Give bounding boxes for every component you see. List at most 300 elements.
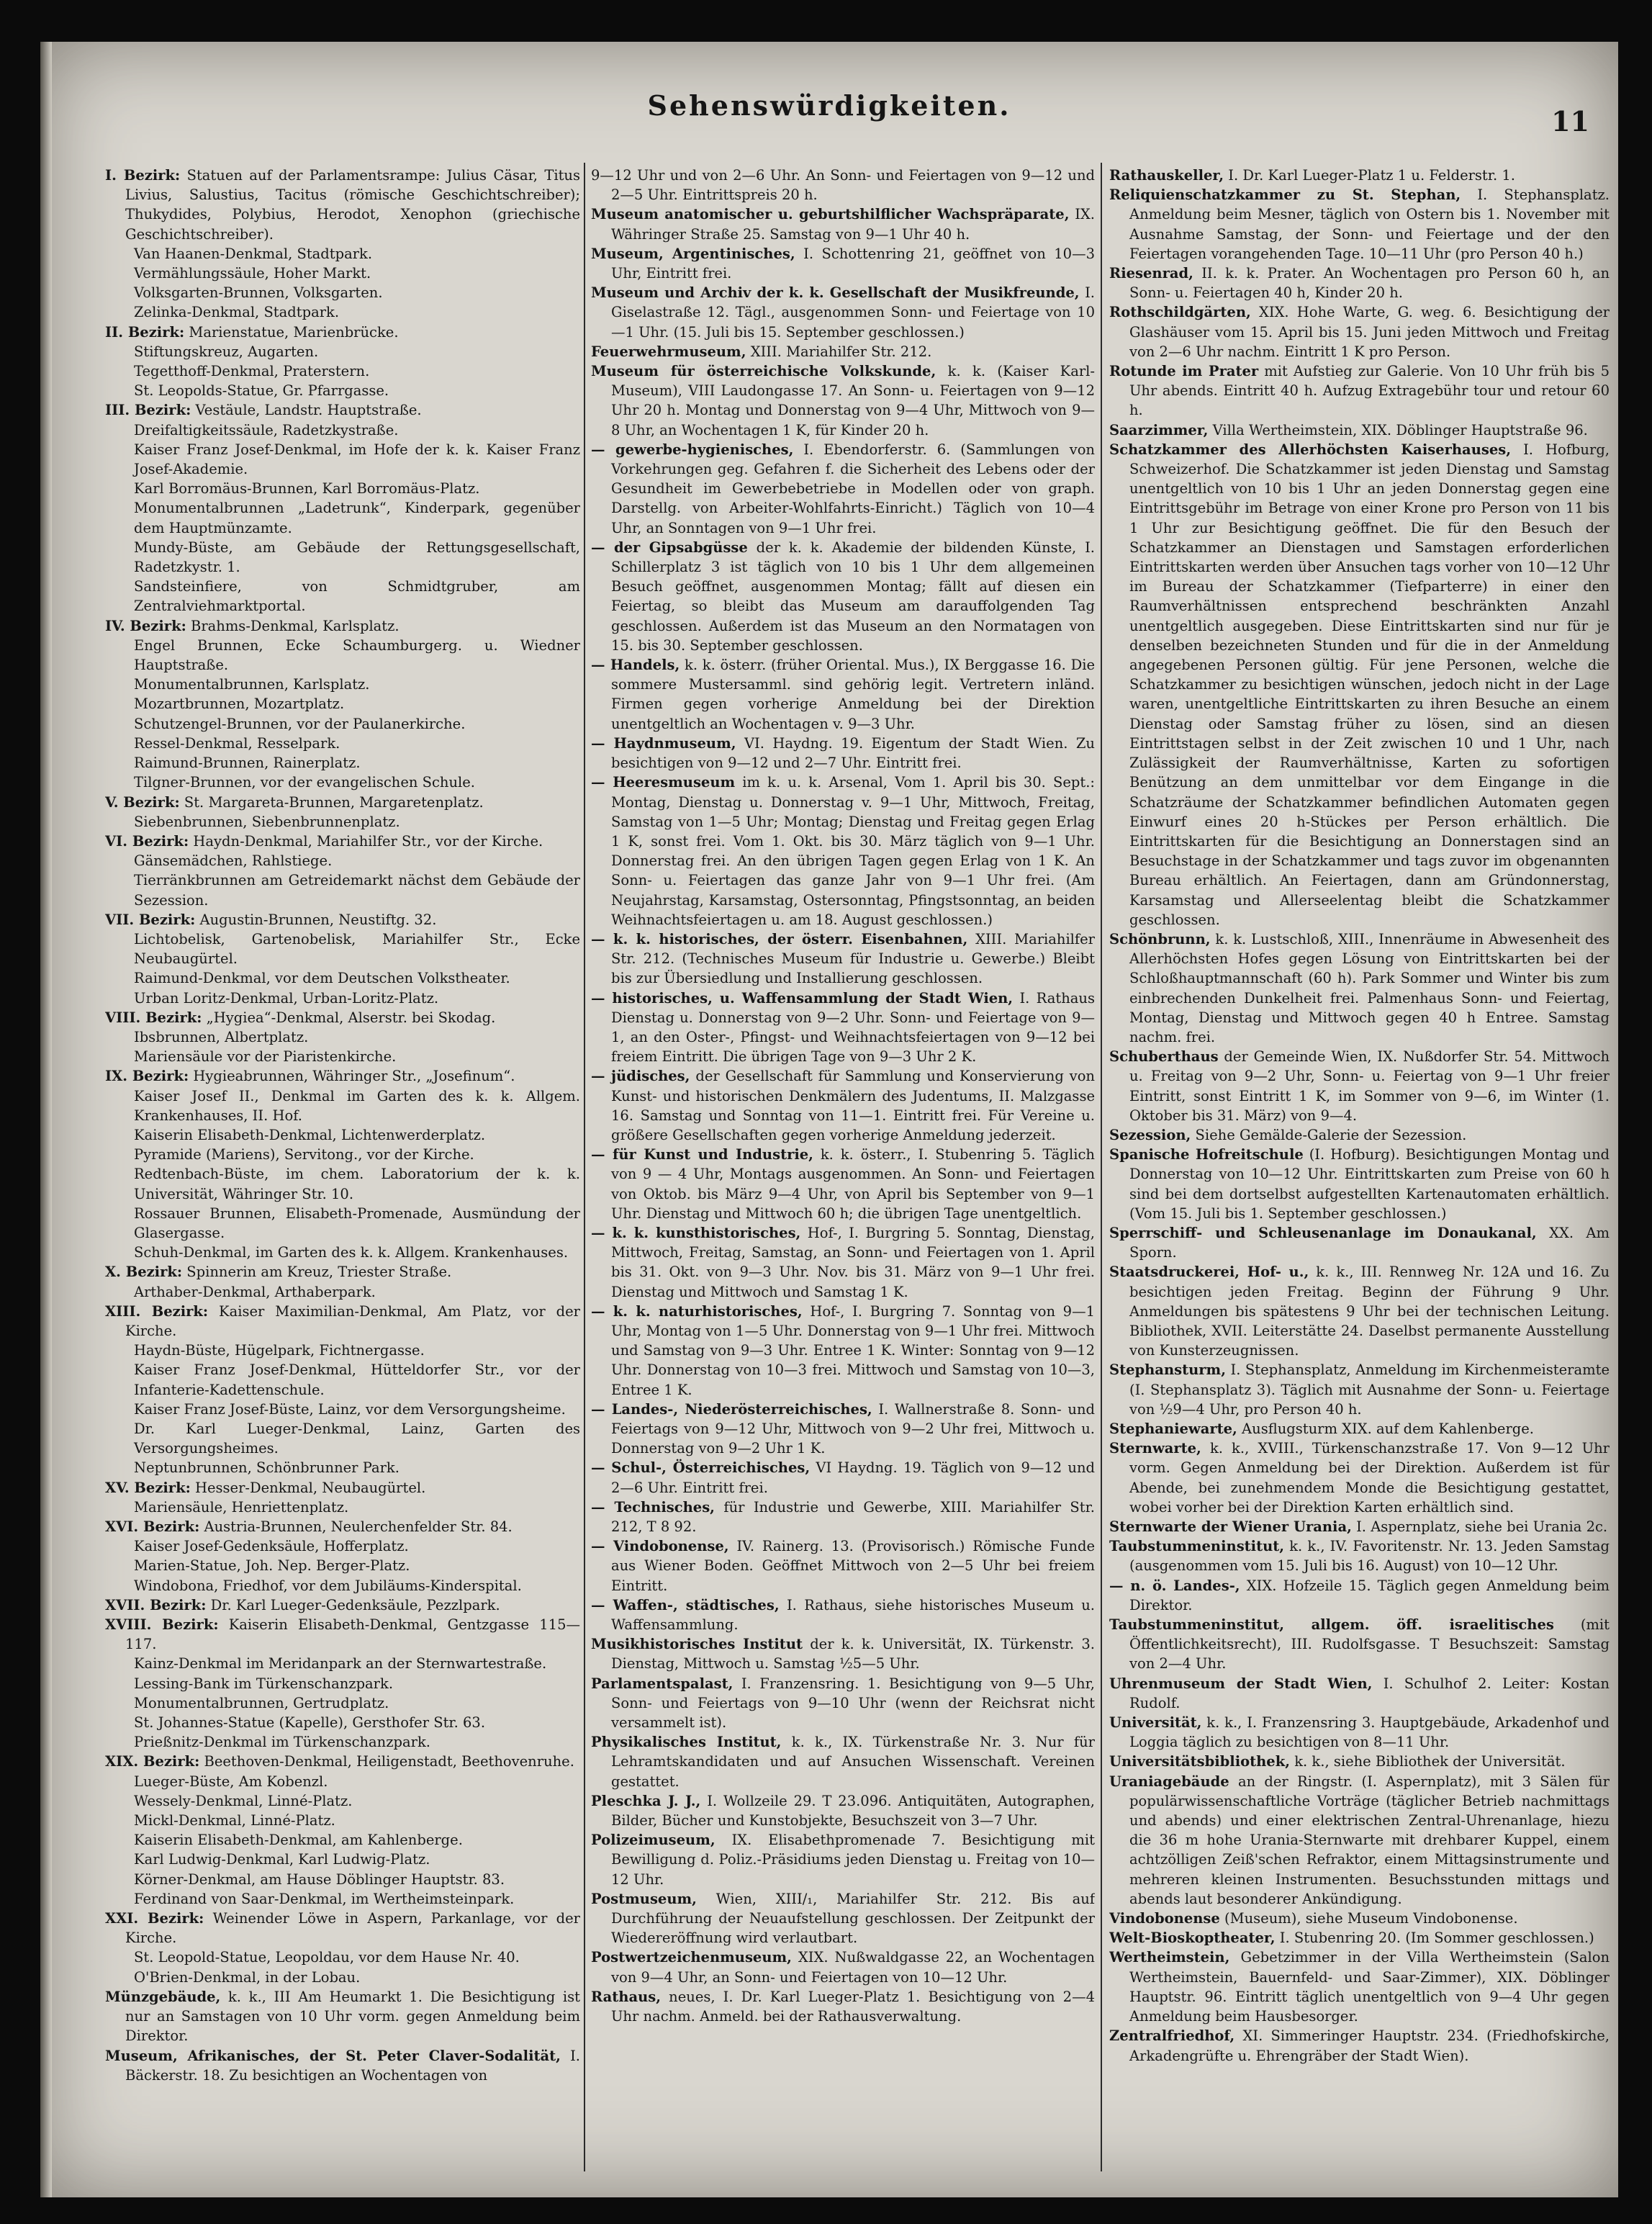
entry-text: (I. Hofburg). Besichtigungen Montag und Donnerstag von 10—12 Uhr. Eintrittskarten zum Preise von 60 h sind bei dem dortselbst aufgestellten Kartenautomaten erhältlich. (Vom 15. Juli bis 1. September geschlossen.) bbox=[1129, 1146, 1610, 1222]
entry-text: Sandsteinfiere, von Schmidtgruber, am Zentralviehmarktportal. bbox=[134, 578, 580, 615]
entry-text: der k. k. Akademie der bildenden Künste, I. Schillerplatz 3 ist täglich von 10 bis 1 Uhr dem allgemeinen Besuch geöffnet, ausgenommen Montag; fällt auf diesen ein Feiertag, so bleibt das Museum am darauffolgenden Tag geschlossen. Außerdem ist das Museum an den Normatagen von 15. bis 30. September geschlossen. bbox=[611, 539, 1095, 654]
entry-text: I. Rathaus Dienstag u. Donnerstag von 9—2 Uhr. Sonn- und Feiertage von 9—1, an den Oster-, Pfingst- und Weihnachtsfeiertagen von 9—12 bei freiem Eintritt. Die übrigen Tage von 9—3 Uhr 2 K. bbox=[611, 989, 1095, 1066]
entry-text: k. k. (Kaiser Karl-Museum), VIII Laudongasse 17. An Sonn- u. Feiertagen von 9—12 Uhr 20 h. Montag und Donnerstag von 9—4 Uhr, Mittwoch von 9—8 Uhr, an Wochentagen 1 K, für Kinder 20 h. bbox=[611, 363, 1095, 438]
entry-keyword: I. Bezirk: bbox=[105, 167, 181, 184]
entry bbox=[591, 929, 1095, 989]
entry-text: Schutzengel-Brunnen, vor der Paulanerkirche. bbox=[134, 715, 466, 732]
entry-text: I. Ebendorferstr. 6. (Sammlungen von Vorkehrungen geg. Gefahren f. die Sicherheit des Lebens oder der Gesundheit im Gewerbebetriebe in Modellen oder von graph. Darstellg. von Arbeiter-Wohlfahrts-Einricht.) Täglich von 10—4 Uhr, an Sonntagen von 9—1 Uhr frei. bbox=[611, 441, 1095, 536]
entry-text: Lueger-Büste, Am Kobenzl. bbox=[134, 1773, 328, 1790]
entry bbox=[1109, 1047, 1610, 1125]
entry-text: Haydn-Denkmal, Mariahilfer Str., vor der Kirche. bbox=[193, 832, 543, 850]
entry bbox=[1109, 1928, 1610, 1948]
entry-text: XI. Simmeringer Hauptstr. 234. (Friedhofskirche, Arkadengrüfte u. Ehrengräber der Stadt Wien). bbox=[1129, 2027, 1610, 2064]
entry bbox=[591, 1634, 1095, 1673]
entry bbox=[105, 1498, 580, 1517]
entry bbox=[105, 323, 580, 342]
entry bbox=[1109, 361, 1610, 420]
entry bbox=[591, 1302, 1095, 1400]
entry-text: k. k., siehe Bibliothek der Universität. bbox=[1294, 1753, 1566, 1770]
entry bbox=[105, 1125, 580, 1145]
entry-keyword: Uhrenmuseum der Stadt Wien, bbox=[1109, 1675, 1373, 1692]
entry-keyword: III. Bezirk: bbox=[105, 402, 191, 419]
entry-text: I. Rathaus, siehe historisches Museum u. Waffensammlung. bbox=[611, 1596, 1095, 1634]
entry bbox=[1109, 1360, 1610, 1419]
entry bbox=[105, 1576, 580, 1595]
entry bbox=[105, 616, 580, 636]
entry bbox=[105, 929, 580, 968]
entry-text: Arthaber-Denkmal, Arthaberpark. bbox=[134, 1283, 376, 1300]
entry-text: (Museum), siehe Museum Vindobonense. bbox=[1224, 1910, 1518, 1927]
entry bbox=[105, 734, 580, 753]
entry-text: mit Aufstieg zur Galerie. Von 10 Uhr früh bis 5 Uhr abends. Eintritt 40 h. Aufzug Extragebühr tour und retour 60 h. bbox=[1129, 363, 1610, 419]
entry bbox=[105, 1948, 580, 1967]
entry-text: St. Margareta-Brunnen, Margaretenplatz. bbox=[184, 793, 484, 811]
entry-text: Villa Wertheimstein, XIX. Döblinger Hauptstraße 96. bbox=[1212, 421, 1588, 438]
entry bbox=[105, 1360, 580, 1399]
entry bbox=[1109, 1909, 1610, 1928]
entry-keyword: Museum, Afrikanisches, der St. Peter Claver-Sodalität, bbox=[105, 2047, 561, 2064]
entry bbox=[591, 1400, 1095, 1459]
entry-text: k. k., IX. Türkenstraße Nr. 3. Nur für Lehramtskandidaten und auf Ansuchen Wissenschaft. Vereinen gestattet. bbox=[611, 1734, 1095, 1790]
entry bbox=[591, 166, 1095, 204]
entry-text: Kaiserin Elisabeth-Denkmal, Gentzgasse 115—117. bbox=[125, 1616, 580, 1653]
entry-text: Kaiserin Elisabeth-Denkmal, am Kahlenberge. bbox=[134, 1832, 463, 1849]
entry-keyword: Postmuseum, bbox=[591, 1890, 697, 1907]
entry-text: Raimund-Brunnen, Rainerplatz. bbox=[134, 755, 361, 772]
entry bbox=[105, 538, 580, 577]
entry-text: Monumentalbrunnen, Gertrudplatz. bbox=[134, 1694, 389, 1711]
entry bbox=[1109, 929, 1610, 1047]
entry-keyword: Vindobonense bbox=[1109, 1910, 1220, 1927]
entry bbox=[105, 1282, 580, 1302]
entry-keyword: Sternwarte der Wiener Urania, bbox=[1109, 1518, 1352, 1536]
entry bbox=[105, 989, 580, 1008]
entry bbox=[105, 361, 580, 381]
entry bbox=[1109, 1125, 1610, 1145]
entry-text: Kaiser Franz Josef-Büste, Lainz, vor dem Versorgungsheime. bbox=[134, 1400, 566, 1418]
entry bbox=[105, 832, 580, 851]
entry-keyword: — Technisches, bbox=[591, 1498, 715, 1516]
entry-text: Weinender Löwe in Aspern, Parkanlage, vor der Kirche. bbox=[125, 1910, 580, 1947]
entry bbox=[1109, 2026, 1610, 2065]
entry bbox=[591, 1458, 1095, 1497]
entry-text: Mariensäule, Henriettenplatz. bbox=[134, 1498, 349, 1516]
entry bbox=[1109, 1439, 1610, 1517]
page-title: Sehenswürdigkeiten. bbox=[647, 89, 1011, 122]
entry-keyword: Uraniagebäude bbox=[1109, 1773, 1229, 1790]
entry bbox=[1109, 440, 1610, 929]
entry bbox=[591, 773, 1095, 929]
entry-keyword: X. Bezirk: bbox=[105, 1264, 183, 1281]
entry bbox=[105, 812, 580, 832]
entry bbox=[105, 1027, 580, 1047]
entry-text: XIX. Hohe Warte, G. weg. 6. Besichtigung der Glashäuser vom 15. April bis 15. Juni jeden Mittwoch und Freitag von 2—6 Uhr nachm. Eintritt 1 K pro Person. bbox=[1129, 304, 1610, 360]
entry-text: k. k., IV. Favoritenstr. Nr. 13. Jeden Samstag (ausgenommen vom 15. Juli bis 16. August) von 10—12 Uhr. bbox=[1129, 1538, 1610, 1575]
entry bbox=[591, 1987, 1095, 2026]
entry-text: Vestäule, Landstr. Hauptstraße. bbox=[195, 402, 422, 419]
entry-text: Wien, XIII/₁, Mariahilfer Str. 212. Bis auf Durchführung der Neuaufstellung geschlossen. Der Zeitpunkt der Wiedereröffnung wird verlautbart. bbox=[611, 1890, 1095, 1947]
entry bbox=[591, 1223, 1095, 1302]
entry bbox=[105, 342, 580, 361]
entry-text: St. Leopold-Statue, Leopoldau, vor dem Hause Nr. 40. bbox=[134, 1949, 520, 1966]
entry bbox=[105, 440, 580, 479]
entry-text: I. Aspernplatz, siehe bei Urania 2c. bbox=[1356, 1518, 1608, 1536]
entry-text: Mickl-Denkmal, Linné-Platz. bbox=[134, 1812, 335, 1829]
entry bbox=[1109, 1419, 1610, 1439]
entry-text: neues, I. Dr. Karl Lueger-Platz 1. Besichtigung von 2—4 Uhr nachm. Anmeld. bei der Rathausverwaltung. bbox=[611, 1988, 1095, 2025]
entry-text: Schuh-Denkmal, im Garten des k. k. Allgem. Krankenhauses. bbox=[134, 1244, 569, 1261]
entry-text: Stiftungskreuz, Augarten. bbox=[134, 343, 319, 360]
entry-keyword: XV. Bezirk: bbox=[105, 1479, 191, 1496]
entry-text: Monumentalbrunnen „Ladetrunk“, Kinderpark, gegenüber dem Hauptmünzamte. bbox=[134, 500, 580, 536]
entry-text: I. Stubenring 20. (Im Sommer geschlossen.) bbox=[1279, 1930, 1594, 1947]
entry-text: Tierränkbrunnen am Getreidemarkt nächst dem Gebäude der Sezession. bbox=[134, 872, 580, 909]
entry-text: XIII. Mariahilfer Str. 212. (Technisches Museum für Industrie u. Gewerbe.) Bleibt bis zur Übersiedlung und Installierung geschlossen. bbox=[611, 930, 1095, 987]
entry-text: Marien-Statue, Joh. Nep. Berger-Platz. bbox=[134, 1557, 410, 1575]
entry bbox=[105, 753, 580, 773]
entry bbox=[105, 1595, 580, 1615]
entry-text: Engel Brunnen, Ecke Schaumburgerg. u. Wiedner Hauptstraße. bbox=[134, 636, 580, 674]
entry-text: IX. Elisabethpromenade 7. Besichtigung mit Bewilligung d. Poliz.-Präsidiums jeden Dienstag u. Freitag von 10—12 Uhr. bbox=[611, 1832, 1095, 1888]
entry-keyword: — Haydnmuseum, bbox=[591, 734, 736, 752]
entry bbox=[105, 675, 580, 694]
entry bbox=[105, 1341, 580, 1360]
entry-text: Lessing-Bank im Türkenschanzpark. bbox=[134, 1675, 394, 1692]
entry-text: I. Stephansplatz. Anmeldung beim Mesner, täglich von Ostern bis 1. November mit Ausnahme Samstag, der Sonn- und Feiertage und der den Feiertagen vorangehenden Tage. 10—11 Uhr (pro Person 40 h.) bbox=[1129, 186, 1610, 262]
entry-text: Beethoven-Denkmal, Heiligenstadt, Beethovenruhe. bbox=[204, 1753, 574, 1770]
entry-keyword: Spanische Hofreitschule bbox=[1109, 1146, 1304, 1163]
entry-text: der Gesellschaft für Sammlung und Konservierung von Kunst- und historischen Denkmälern des Judentums, II. Malzgasse 16. Samstag und Sonntag von 11—1. Eintritt frei. Für Vereine u. größere Gesellschaften gegen vorherige Anmeldung jederzeit. bbox=[611, 1068, 1095, 1143]
entry-text: Haydn-Büste, Hügelpark, Fichtnergasse. bbox=[134, 1342, 425, 1359]
entry bbox=[591, 1791, 1095, 1830]
entry-keyword: Museum für österreichische Volkskunde, bbox=[591, 363, 936, 380]
entry-keyword: — jüdisches, bbox=[591, 1068, 690, 1085]
entry-text: I. Franzensring. 1. Besichtigung von 9—5 Uhr, Sonn- und Feiertags von 9—10 Uhr (wenn der Reichsrat nicht versammelt ist). bbox=[611, 1675, 1095, 1732]
entry-text: Neptunbrunnen, Schönbrunner Park. bbox=[134, 1459, 400, 1477]
entry bbox=[105, 1889, 580, 1909]
entry-keyword: Saarzimmer, bbox=[1109, 421, 1209, 438]
entry-text: Dreifaltigkeitssäule, Radetzkystraße. bbox=[134, 421, 399, 438]
entry-text: k. k. Lustschloß, XIII., Innenräume in Abwesenheit des Allerhöchsten Hofes gegen Lösung von Eintrittskarten bei der Schloßhauptmannschaft (60 h). Park Sommer und Winter bis zum einbrechenden Dunkelheit frei. Palmenhaus Sonn- und Feiertag, Montag, Dienstag und Mittwoch gegen 40 h Entree. Samstag nachm. frei. bbox=[1129, 930, 1610, 1045]
entry-text: Mozartbrunnen, Mozartplatz. bbox=[134, 695, 345, 713]
entry-keyword: — k. k. naturhistorisches, bbox=[591, 1302, 803, 1320]
entry-text: II. k. k. Prater. An Wochentagen pro Person 60 h, an Sonn- u. Feiertagen 40 h, Kinder 20 h. bbox=[1129, 265, 1610, 302]
entry-text: Siehe Gemälde-Galerie der Sezession. bbox=[1195, 1126, 1467, 1143]
entry bbox=[591, 538, 1095, 655]
entry-keyword: — Schul-, Österreichisches, bbox=[591, 1459, 811, 1477]
entry-keyword: — k. k. historisches, der österr. Eisenbahnen, bbox=[591, 930, 968, 947]
entry-keyword: Schuberthaus bbox=[1109, 1048, 1219, 1066]
entry-text: Kaiser Josef II., Denkmal im Garten des k. k. Allgem. Krankenhauses, II. Hof. bbox=[134, 1087, 580, 1124]
entry bbox=[591, 244, 1095, 283]
entry bbox=[105, 1615, 580, 1654]
page-gutter-shadow bbox=[40, 42, 52, 2197]
entry bbox=[1109, 1674, 1610, 1713]
entry bbox=[1109, 166, 1610, 185]
entry-keyword: Parlamentspalast, bbox=[591, 1675, 734, 1692]
entry-text: Urban Loritz-Denkmal, Urban-Loritz-Platz. bbox=[134, 989, 439, 1007]
entry bbox=[591, 989, 1095, 1067]
entry bbox=[105, 1536, 580, 1556]
entry bbox=[1109, 1223, 1610, 1262]
column-divider bbox=[584, 163, 585, 2171]
entry bbox=[591, 342, 1095, 361]
entry bbox=[591, 1732, 1095, 1791]
entry bbox=[105, 793, 580, 812]
entry-keyword: Riesenrad, bbox=[1109, 265, 1193, 282]
entry-keyword: Postwertzeichenmuseum, bbox=[591, 1949, 792, 1966]
entry-text: Redtenbach-Büste, im chem. Laboratorium der k. k. Universität, Währinger Str. 10. bbox=[134, 1166, 580, 1202]
entry-text: Ressel-Denkmal, Resselpark. bbox=[134, 734, 340, 752]
entry-text: Ausflugsturm XIX. auf dem Kahlenberge. bbox=[1242, 1421, 1534, 1437]
entry-text: Kaiser Josef-Gedenksäule, Hofferplatz. bbox=[134, 1538, 409, 1555]
entry-text: Mariensäule vor der Piaristenkirche. bbox=[134, 1048, 397, 1066]
entry-keyword: Stephaniewarte, bbox=[1109, 1421, 1237, 1437]
entry-text: k. k., III. Rennweg Nr. 12A und 16. Zu besichtigen jeden Freitag. Beginn der Führung 9 Uhr. Anmeldungen bis spätestens 9 Uhr bei der technischen Leitung. Bibliothek, XVII. Leiterstätte 24. Daselbst permanente Ausstellung von Kunsterzeugnissen. bbox=[1129, 1264, 1610, 1359]
entry-keyword: Staatsdruckerei, Hof- u., bbox=[1109, 1264, 1309, 1281]
entry bbox=[105, 1693, 580, 1713]
entry-keyword: XVI. Bezirk: bbox=[105, 1518, 200, 1536]
entry bbox=[105, 1674, 580, 1693]
entry-text: Volksgarten-Brunnen, Volksgarten. bbox=[134, 284, 383, 302]
entry-text: I. Wollzeile 29. T 23.096. Antiquitäten, Autographen, Bilder, Bücher und Kunstobjekte, Besuchszeit von 3—7 Uhr. bbox=[611, 1792, 1095, 1829]
entry bbox=[105, 968, 580, 988]
entry bbox=[105, 1008, 580, 1027]
entry bbox=[105, 851, 580, 870]
entry-keyword: — Landes-, Niederösterreichisches, bbox=[591, 1400, 872, 1418]
entry bbox=[105, 870, 580, 909]
entry bbox=[1109, 1713, 1610, 1752]
entry-keyword: XXI. Bezirk: bbox=[105, 1910, 204, 1927]
entry bbox=[105, 1458, 580, 1477]
entry-keyword: Museum, Argentinisches, bbox=[591, 245, 795, 262]
entry-text: Dr. Karl Lueger-Gedenksäule, Pezzlpark. bbox=[210, 1596, 500, 1613]
entry bbox=[591, 440, 1095, 538]
entry-text: für Industrie und Gewerbe, XIII. Mariahilfer Str. 212, T 8 92. bbox=[611, 1498, 1095, 1536]
entry bbox=[105, 1400, 580, 1419]
entry bbox=[1109, 1615, 1610, 1674]
entry-text: I. Dr. Karl Lueger-Platz 1 u. Felderstr. 1. bbox=[1228, 167, 1515, 184]
entry-text: k. k. österr. (früher Oriental. Mus.), IX Berggasse 16. Die sommere Mustersamml. sind gehörig legit. Vertretern inländ. Firmen gegen vorherige Anmeldung bei der Direktion unentgeltlich an Wochentagen v. 9—3 Uhr. bbox=[611, 657, 1095, 732]
entry bbox=[105, 1732, 580, 1752]
entry-text: der Gemeinde Wien, IX. Nußdorfer Str. 54. Mittwoch u. Freitag von 9—2 Uhr, Sonn- u. Feiertag von 9—1 Uhr freier Eintritt, sonst Eintritt 1 K, im Sommer von 9—6, im Winter (1. Oktober bis 31. März) von 9—4. bbox=[1129, 1048, 1610, 1124]
entry-keyword: Physikalisches Institut, bbox=[591, 1734, 782, 1751]
entry-text: XIII. Mariahilfer Str. 212. bbox=[750, 343, 932, 360]
page-number: 11 bbox=[1551, 105, 1589, 138]
entry bbox=[105, 1047, 580, 1066]
entry bbox=[591, 1066, 1095, 1145]
entry-text: Gänsemädchen, Rahlstiege. bbox=[134, 852, 333, 870]
entry-keyword: Feuerwehrmuseum, bbox=[591, 343, 746, 360]
entry-keyword: — k. k. kunsthistorisches, bbox=[591, 1224, 801, 1241]
entry-text: Augustin-Brunnen, Neustiftg. 32. bbox=[199, 911, 437, 928]
entry-keyword: VIII. Bezirk: bbox=[105, 1009, 202, 1026]
entry-text: „Hygiea“-Denkmal, Alserstr. bei Skodag. bbox=[206, 1009, 496, 1026]
entry-keyword: Stephansturm, bbox=[1109, 1361, 1226, 1379]
entry bbox=[591, 734, 1095, 773]
entry-text: Lichtobelisk, Gartenobelisk, Mariahilfer Str., Ecke Neubaugürtel. bbox=[134, 930, 580, 968]
entry-text: Ferdinand von Saar-Denkmal, im Wertheimsteinpark. bbox=[134, 1890, 515, 1907]
entry-keyword: XIII. Bezirk: bbox=[105, 1302, 209, 1320]
entry bbox=[105, 1204, 580, 1243]
entry bbox=[105, 714, 580, 734]
entry-text: Raimund-Denkmal, vor dem Deutschen Volkstheater. bbox=[134, 970, 510, 987]
entry bbox=[105, 1772, 580, 1791]
entry-text: Gebetzimmer in der Villa Wertheimstein (Salon Wertheimstein, Bauernfeld- und Saar-Zimmer), XIX. Döblinger Hauptstr. 96. Eintritt täglich unentgeltlich von 9—4 Uhr gegen Anmeldung beim Hausbesorger. bbox=[1129, 1949, 1610, 2025]
entry-keyword: V. Bezirk: bbox=[105, 793, 180, 811]
entry-text: Siebenbrunnen, Siebenbrunnenplatz. bbox=[134, 813, 400, 830]
entry-text: Hesser-Denkmal, Neubaugürtel. bbox=[194, 1479, 426, 1496]
entry-keyword: — gewerbe-hygienisches, bbox=[591, 441, 794, 458]
entry bbox=[591, 204, 1095, 243]
entry-text: Austria-Brunnen, Neulerchenfelder Str. 84. bbox=[204, 1518, 513, 1536]
entry-text: I. Bäckerstr. 18. Zu besichtigen an Wochentagen von bbox=[125, 2047, 580, 2084]
entry-keyword: — Heeresmuseum bbox=[591, 774, 736, 791]
entry-text: Kaiserin Elisabeth-Denkmal, Lichtenwerderplatz. bbox=[134, 1126, 486, 1143]
entry-text: Wessely-Denkmal, Linné-Platz. bbox=[134, 1792, 353, 1809]
entry bbox=[105, 400, 580, 420]
entry bbox=[105, 1302, 580, 1341]
entry-text: I. Schottenring 21, geöffnet von 10—3 Uhr, Eintritt frei. bbox=[611, 245, 1095, 282]
entry-text: Kaiser Maximilian-Denkmal, Am Platz, vor der Kirche. bbox=[125, 1302, 580, 1339]
entry-keyword: IV. Bezirk: bbox=[105, 617, 186, 634]
entry bbox=[105, 1243, 580, 1262]
entry-keyword: — Waffen-, städtisches, bbox=[591, 1596, 780, 1613]
entry-keyword: Rothschildgärten, bbox=[1109, 304, 1251, 321]
entry bbox=[105, 1164, 580, 1203]
entry bbox=[105, 1654, 580, 1673]
entry bbox=[105, 302, 580, 322]
entry-keyword: Reliquienschatzkammer zu St. Stephan, bbox=[1109, 186, 1461, 204]
entry-keyword: Universität, bbox=[1109, 1714, 1202, 1732]
entry-text: k. k., XVIII., Türkenschanzstraße 17. Von 9—12 Uhr vorm. Gegen Anmeldung bei der Direktion. Außerdem ist für Abende, bei zunehmendem Monde die Besichtigung gestattet, wobei vorher bei der Direktion Karten erhältlich sind. bbox=[1129, 1440, 1610, 1516]
entry-keyword: Rotunde im Prater bbox=[1109, 363, 1259, 380]
entry-keyword: Rathaus, bbox=[591, 1988, 662, 2005]
entry bbox=[105, 577, 580, 616]
entry bbox=[591, 1830, 1095, 1889]
entry-text: Kaiser Franz Josef-Denkmal, Hütteldorfer Str., vor der Infanterie-Kadettenschule. bbox=[134, 1361, 580, 1398]
entry-text: Kainz-Denkmal im Meridanpark an der Sternwartestraße. bbox=[134, 1655, 547, 1672]
entry-text: Tegetthoff-Denkmal, Praterstern. bbox=[134, 363, 370, 380]
entry bbox=[105, 1262, 580, 1282]
entry bbox=[105, 1086, 580, 1125]
entry bbox=[591, 1889, 1095, 1948]
entry bbox=[105, 1987, 580, 2046]
entry-text: Statuen auf der Parlamentsrampe: Julius Cäsar, Titus Livius, Salustius, Tacitus (römische Geschichtschreiber); Thukydides, Polybius, Herodot, Xenophon (griechische Geschichtschreiber). bbox=[125, 167, 580, 243]
entry-keyword: Wertheimstein, bbox=[1109, 1949, 1230, 1966]
entry bbox=[1109, 1576, 1610, 1615]
entry-keyword: Welt-Bioskoptheater, bbox=[1109, 1930, 1276, 1947]
entry-text: Ibsbrunnen, Albertplatz. bbox=[134, 1028, 309, 1045]
entry-keyword: Schönbrunn, bbox=[1109, 930, 1211, 947]
entry bbox=[105, 1478, 580, 1498]
entry bbox=[1109, 1948, 1610, 2026]
entry-text: Spinnerin am Kreuz, Triester Straße. bbox=[186, 1264, 452, 1281]
entry-text: VI. Haydng. 19. Eigentum der Stadt Wien. Zu besichtigen von 9—12 und 2—7 Uhr. Eintritt frei. bbox=[611, 734, 1095, 772]
entry-keyword: Taubstummeninstitut, bbox=[1109, 1538, 1285, 1555]
entry bbox=[105, 1556, 580, 1575]
entry bbox=[105, 283, 580, 302]
entry-text: VI Haydng. 19. Täglich von 9—12 und 2—6 Uhr. Eintritt frei. bbox=[611, 1459, 1095, 1496]
entry-text: I. Wallnerstraße 8. Sonn- und Feiertags von 9—12 Uhr, Mittwoch von 9—2 Uhr frei, Mittwoch u. Donnerstag von 9—2 Uhr 1 K. bbox=[611, 1400, 1095, 1457]
entry-text: Van Haanen-Denkmal, Stadtpark. bbox=[134, 245, 373, 262]
entry-keyword: Museum und Archiv der k. k. Gesellschaft der Musikfreunde, bbox=[591, 284, 1080, 302]
entry-text: k. k., III Am Heumarkt 1. Die Besichtigung ist nur an Samstagen von 10 Uhr vorm. gegen Anmeldung beim Direktor. bbox=[125, 1988, 580, 2045]
entry bbox=[591, 655, 1095, 734]
entry-text: Mundy-Büste, am Gebäude der Rettungsgesellschaft, Radetzkystr. 1. bbox=[134, 539, 580, 576]
entry-text: St. Johannes-Statue (Kapelle), Gersthofer Str. 63. bbox=[134, 1714, 486, 1732]
entry bbox=[105, 1830, 580, 1850]
entry-keyword: Museum anatomischer u. geburtshilflicher Wachspräparate, bbox=[591, 206, 1070, 223]
entry-keyword: VII. Bezirk: bbox=[105, 911, 196, 928]
entry bbox=[105, 1066, 580, 1086]
entry-text: Vermählungssäule, Hoher Markt. bbox=[134, 265, 371, 282]
entry-text: Zelinka-Denkmal, Stadtpark. bbox=[134, 304, 340, 321]
entry-text: Rossauer Brunnen, Elisabeth-Promenade, Ausmündung der Glasergasse. bbox=[134, 1205, 580, 1241]
entry bbox=[591, 1145, 1095, 1223]
entry bbox=[1109, 1536, 1610, 1575]
entry-keyword: Zentralfriedhof, bbox=[1109, 2027, 1235, 2045]
entry bbox=[105, 694, 580, 713]
entry-keyword: — historisches, u. Waffensammlung der Stadt Wien, bbox=[591, 989, 1014, 1007]
entry-text: Dr. Karl Lueger-Denkmal, Lainz, Garten des Versorgungsheimes. bbox=[134, 1421, 580, 1457]
entry bbox=[105, 1791, 580, 1811]
entry bbox=[1109, 1772, 1610, 1909]
entry-text: Pyramide (Mariens), Servitong., vor der Kirche. bbox=[134, 1146, 474, 1163]
entry bbox=[591, 1674, 1095, 1733]
entry bbox=[1109, 185, 1610, 264]
entry-keyword: Münzgebäude, bbox=[105, 1988, 221, 2005]
entry bbox=[105, 479, 580, 498]
entry bbox=[1109, 1262, 1610, 1360]
entry bbox=[1109, 1145, 1610, 1223]
entry bbox=[105, 2046, 580, 2085]
entry-keyword: Polizeimuseum, bbox=[591, 1832, 716, 1849]
entry-keyword: Schatzkammer des Allerhöchsten Kaiserhauses, bbox=[1109, 441, 1512, 458]
entry-text: (mit Öffentlichkeitsrecht), III. Rudolfsgasse. T Besuchszeit: Samstag von 2—4 Uhr. bbox=[1129, 1616, 1610, 1672]
entry-text: Marienstatue, Marienbrücke. bbox=[189, 323, 399, 341]
entry-keyword: VI. Bezirk: bbox=[105, 832, 189, 850]
entry bbox=[105, 1752, 580, 1771]
entry bbox=[105, 1713, 580, 1732]
entry-text: k. k., I. Franzensring 3. Hauptgebäude, Arkadenhof und Loggia täglich zu besichtigen von 8—11 Uhr. bbox=[1129, 1714, 1610, 1751]
entry-text: Kaiser Franz Josef-Denkmal, im Hofe der k. k. Kaiser Franz Josef-Akademie. bbox=[134, 441, 580, 478]
entry bbox=[105, 498, 580, 537]
entry bbox=[1109, 420, 1610, 440]
entry-text: Karl Ludwig-Denkmal, Karl Ludwig-Platz. bbox=[134, 1851, 430, 1868]
entry bbox=[105, 381, 580, 400]
entry bbox=[1109, 1752, 1610, 1771]
entry-text: I. Giselastraße 12. Tägl., ausgenommen Sonn- und Feiertage von 10—1 Uhr. (15. Juli bis 15. September geschlossen.) bbox=[611, 284, 1095, 341]
entry-text: an der Ringstr. (I. Aspernplatz), mit 3 Sälen für populärwissenschaftliche Vorträge (täglicher Betrieb nachmittags und abends) und einer elektrischen Zentral-Uhrenanlage, hiezu die 36 m hohe Urania-Sternwarte mit drehbarer Kuppel, einem achtzölligen Zeiß'schen Refraktor, einem Mittagsinstrumente und mehreren kleinen Instrumenten. Besuchsstunden mittags und abends laut besonderer Ankündigung. bbox=[1129, 1773, 1610, 1907]
entry-keyword: Rathauskeller, bbox=[1109, 167, 1224, 184]
column-left bbox=[105, 166, 580, 2174]
entry bbox=[105, 910, 580, 929]
entry-text: Brahms-Denkmal, Karlsplatz. bbox=[190, 617, 400, 634]
entry-text: XIX. Hofzeile 15. Täglich gegen Anmeldung beim Direktor. bbox=[1129, 1577, 1610, 1613]
column-divider bbox=[1101, 163, 1102, 2171]
entry-text: Monumentalbrunnen, Karlsplatz. bbox=[134, 676, 370, 693]
entry-keyword: Sternwarte, bbox=[1109, 1440, 1201, 1457]
book-page bbox=[40, 42, 1618, 2197]
entry bbox=[591, 1595, 1095, 1634]
entry-keyword: Sperrschiff- und Schleusenanlage im Donaukanal, bbox=[1109, 1224, 1537, 1241]
entry bbox=[105, 1909, 580, 1948]
entry-keyword: XVII. Bezirk: bbox=[105, 1596, 207, 1613]
entry-keyword: — der Gipsabgüsse bbox=[591, 539, 748, 556]
entry-text: Körner-Denkmal, am Hause Döblinger Hauptstr. 83. bbox=[134, 1870, 505, 1888]
entry-text: I. Hofburg, Schweizerhof. Die Schatzkammer ist jeden Dienstag und Samstag unentgeltlich von 10 bis 1 Uhr an jeden Donnerstag gegen eine Eintrittsgebühr im Betrage von einer Krone pro Person von 11 bis 1 Uhr zur Besichtigung geöffnet. Die für den Besuch der Schatzkammer an Dienstagen und Samstagen erforderlichen Eintrittskarten werden über Ansuchen tags vorher von 10—12 Uhr im Bureau der Schatzkammer (Tiefparterre) in einer den Raumverhältnissen entsprechend beschränkten Anzahl unentgeltlich ausgegeben. Diese Eintrittskarten sind nur für je denselben bezeichneten Stunden und für die in der Anmeldung angegebenen Personen gültig. Für jene Personen, welche die Schatzkammer zu besichtigen wünschen, jedoch nicht in der Lage waren, unentgeltliche Eintrittskarten zu ihren Besuche an einem Dienstag oder Samstag früher zu lösen, sind an diesen Eintrittstagen selbst in der Zeit zwischen 10 und 1 Uhr, nach Zulässigkeit der Raumverhältnisse, Karten zu sofortigen Benützung an dem unmittelbar vor dem Eingange in die Schatzräume der Schatzkammer befindlichen Automaten gegen Einwurf eines 20 h-Stückes per Person erhältlich. Die Eintrittskarten für die Besichtigung an Donnerstagen sind an Besuchstage in der Schatzkammer und tags zuvor im obgenannten Bureau erhältlich. An Feiertagen, dann am Gründonnerstag, Karsamstag und Allerseelentag bleibt die Schatzkammer geschlossen. bbox=[1129, 441, 1610, 928]
